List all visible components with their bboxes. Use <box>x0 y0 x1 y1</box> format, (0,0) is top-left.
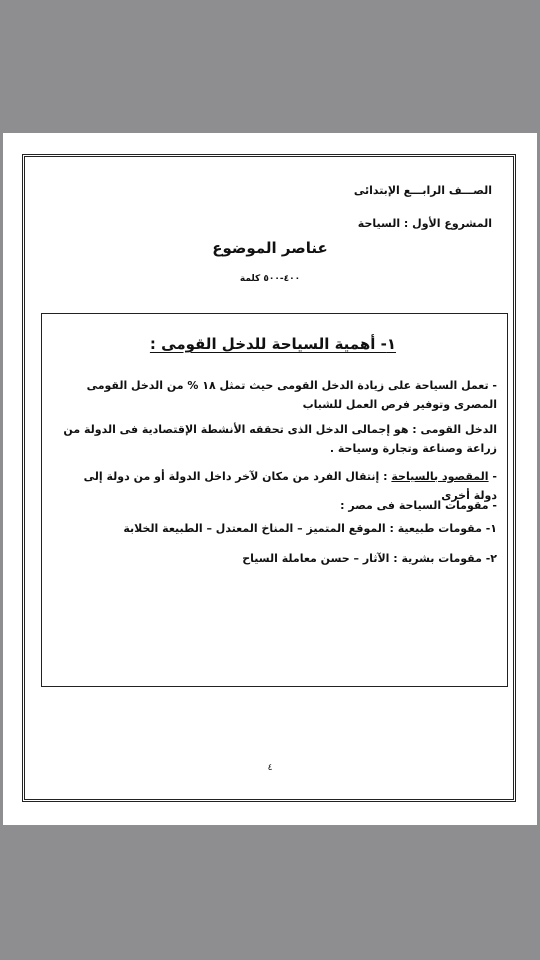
paragraph-national-income-definition: الدخل القومى : هو إجمالى الدخل الذى تحققه الأنشطة الإقتصادية فى الدولة من زراعة وصناعة وتجارة وسياحة . <box>63 423 497 455</box>
tourism-definition-text: : إنتقال الفرد من مكان لآخر داخل الدولة أو من دولة إلى دولة أخرى <box>83 470 497 502</box>
tourism-definition-prefix: - <box>488 470 497 483</box>
project-label: المشروع الأول : السياحة <box>357 217 492 230</box>
page-number: ٤ <box>267 763 273 773</box>
paragraph-human-elements: ٢- مقومات بشرية : الآثار – حسن معاملة السياح <box>242 552 497 565</box>
grade-label: الصـــف الرابـــع الإبتدائى <box>353 184 492 197</box>
word-count: ٤٠٠-٥٠٠ كلمة <box>239 274 301 284</box>
content-box <box>41 313 508 687</box>
topic-heading: عناصر الموضوع <box>212 239 328 257</box>
document-page <box>3 133 537 825</box>
tourism-definition-term: المقصود بالسياحة <box>391 470 489 483</box>
paragraph-tourism-elements: - مقومات السياحة فى مصر : <box>340 499 497 512</box>
paragraph-natural-elements: ١- مقومات طبيعية : الموقع المتميز – المناخ المعتدل – الطبيعة الخلابة <box>123 522 497 535</box>
paragraph-tourism-income: - تعمل السياحة على زيادة الدخل القومى حيث تمثل ١٨ % من الدخل القومى المصرى وتوفير فرص العمل للشباب <box>86 379 497 411</box>
section-title: ١- أهمية السياحة للدخل القومى : <box>149 335 396 353</box>
